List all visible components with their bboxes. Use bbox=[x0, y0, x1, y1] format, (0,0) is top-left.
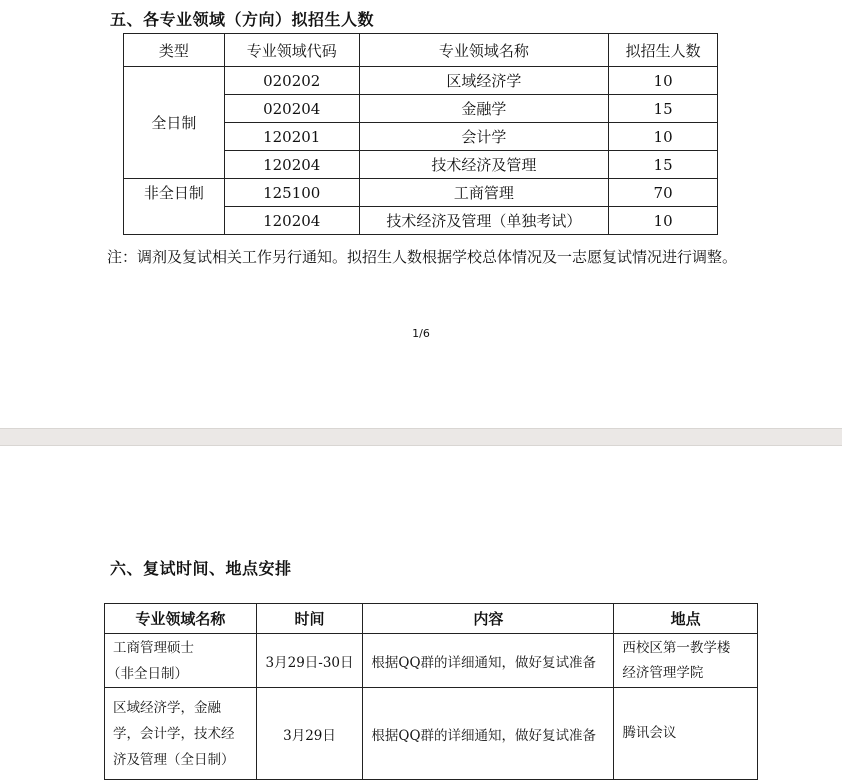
count-cell: 15 bbox=[609, 151, 718, 179]
header-content: 内容 bbox=[363, 604, 614, 634]
location-cell bbox=[614, 634, 758, 688]
name-cell: 技术经济及管理 bbox=[359, 151, 609, 179]
enrollment-quota-table bbox=[123, 33, 718, 235]
location-cell bbox=[614, 688, 758, 780]
name-cell: 会计学 bbox=[359, 123, 609, 151]
field-name-line: 济及管理（全日制） bbox=[113, 751, 235, 768]
header-location: 地点 bbox=[614, 604, 758, 634]
time-cell: 3月29日 bbox=[256, 688, 363, 780]
page-number: 1/6 bbox=[412, 327, 430, 340]
location-line: 西校区第一教学楼 bbox=[622, 639, 731, 656]
name-cell: 金融学 bbox=[359, 95, 609, 123]
header-type: 类型 bbox=[124, 34, 225, 67]
code-cell: 120204 bbox=[224, 207, 359, 235]
count-cell: 70 bbox=[609, 179, 718, 207]
field-name-line: 区域经济学，金融 bbox=[113, 699, 221, 716]
code-cell: 020202 bbox=[224, 67, 359, 95]
count-cell: 10 bbox=[609, 67, 718, 95]
note-paragraph: 注：调剂及复试相关工作另行通知。拟招生人数根据学校总体情况及一志愿复试情况进行调整。 bbox=[107, 248, 738, 266]
time-cell: 3月29日-30日 bbox=[256, 634, 363, 688]
header-count: 拟招生人数 bbox=[609, 34, 718, 67]
location-line: 经济管理学院 bbox=[622, 664, 704, 681]
section-6-heading: 六、复试时间、地点安排 bbox=[110, 559, 292, 578]
header-name: 专业领域名称 bbox=[359, 34, 609, 67]
count-cell: 10 bbox=[609, 207, 718, 235]
count-cell: 10 bbox=[609, 123, 718, 151]
code-cell: 120204 bbox=[224, 151, 359, 179]
type-cell: 非全日制 bbox=[124, 179, 225, 235]
content-cell: 根据QQ群的详细通知，做好复试准备 bbox=[363, 634, 614, 688]
header-field-name: 专业领域名称 bbox=[105, 604, 257, 634]
header-code: 专业领域代码 bbox=[224, 34, 359, 67]
table-header-row bbox=[105, 604, 758, 634]
code-cell: 020204 bbox=[224, 95, 359, 123]
name-cell: 工商管理 bbox=[359, 179, 609, 207]
location-line: 腾讯会议 bbox=[622, 725, 677, 741]
field-name-cell bbox=[105, 688, 257, 780]
interview-schedule-table bbox=[104, 603, 758, 780]
table-row bbox=[105, 688, 758, 780]
code-cell: 125100 bbox=[224, 179, 359, 207]
document-page-2 bbox=[0, 446, 842, 776]
field-name-line: （非全日制） bbox=[107, 665, 188, 682]
table-row bbox=[105, 634, 758, 688]
field-name-line: 工商管理硕士 bbox=[113, 639, 194, 656]
table-row bbox=[124, 67, 718, 95]
field-name-cell bbox=[105, 634, 257, 688]
header-time: 时间 bbox=[256, 604, 363, 634]
type-cell: 全日制 bbox=[124, 67, 225, 179]
field-name-line: 学，会计学，技术经 bbox=[113, 725, 235, 742]
count-cell: 15 bbox=[609, 95, 718, 123]
name-cell: 区域经济学 bbox=[359, 67, 609, 95]
page-separator bbox=[0, 428, 842, 446]
code-cell: 120201 bbox=[224, 123, 359, 151]
table-header-row bbox=[124, 34, 718, 67]
section-5-heading: 五、各专业领域（方向）拟招生人数 bbox=[110, 10, 375, 29]
name-cell: 技术经济及管理（单独考试） bbox=[359, 207, 609, 235]
content-cell: 根据QQ群的详细通知，做好复试准备 bbox=[363, 688, 614, 780]
table-row bbox=[124, 179, 718, 207]
